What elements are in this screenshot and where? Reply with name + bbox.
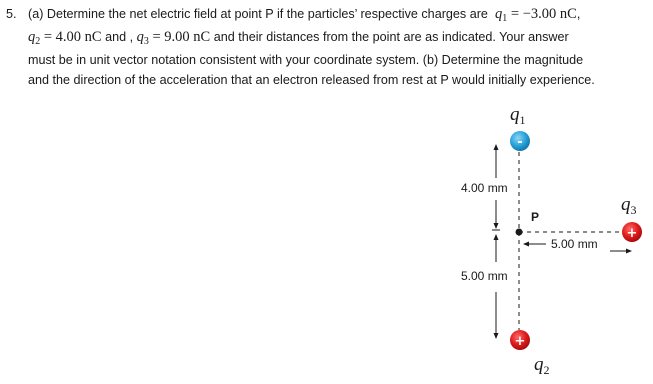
line2-mid: and , <box>105 30 134 44</box>
dist-q3-label: 5.00 mm <box>551 237 598 251</box>
point-p <box>516 229 523 236</box>
problem-number: 5. <box>6 7 17 21</box>
q1-label: $q_1$ <box>510 104 526 127</box>
dim-4mm-arrowhead-bottom <box>494 223 499 229</box>
problem-line-4: and the direction of the acceleration that an electron released from rest at P would initially experience. <box>28 73 595 87</box>
q2-sign: + <box>514 334 526 349</box>
dist-q1-label: 4.00 mm <box>461 181 508 195</box>
q2-expression: $q_2 = 4.00$ nC <box>28 29 102 47</box>
line1-text: (a) Determine the net electric field at point P if the particles’ respective charges are <box>28 7 488 21</box>
q3-label: $q_3$ <box>621 194 637 217</box>
q3-sign: + <box>626 226 638 241</box>
line2-end: and their distances from the point are as indicated. Your answer <box>213 30 569 44</box>
dim-5mm-arrowhead-bottom <box>494 333 499 339</box>
q1-expression: $q_1 = -3.00$ nC <box>495 6 577 24</box>
q2-label: $q_2$ <box>534 354 550 377</box>
dist-q2-label: 5.00 mm <box>461 269 508 283</box>
point-p-label: P <box>531 210 540 224</box>
dim-4mm-arrowhead-top <box>494 144 499 150</box>
q3-expression: $q_3 = 9.00$ nC <box>136 29 211 47</box>
dim-horiz-arrowhead-right <box>626 249 632 254</box>
problem-line-3: must be in unit vector notation consistent with your coordinate system. (b) Determine the magnitude <box>28 53 584 67</box>
problem-line-1: (a) Determine the net electric field at point P if the particles’ respective charges are $q_1 = -3.00$ nC, <box>28 6 581 24</box>
q1-sign: - <box>517 135 523 150</box>
